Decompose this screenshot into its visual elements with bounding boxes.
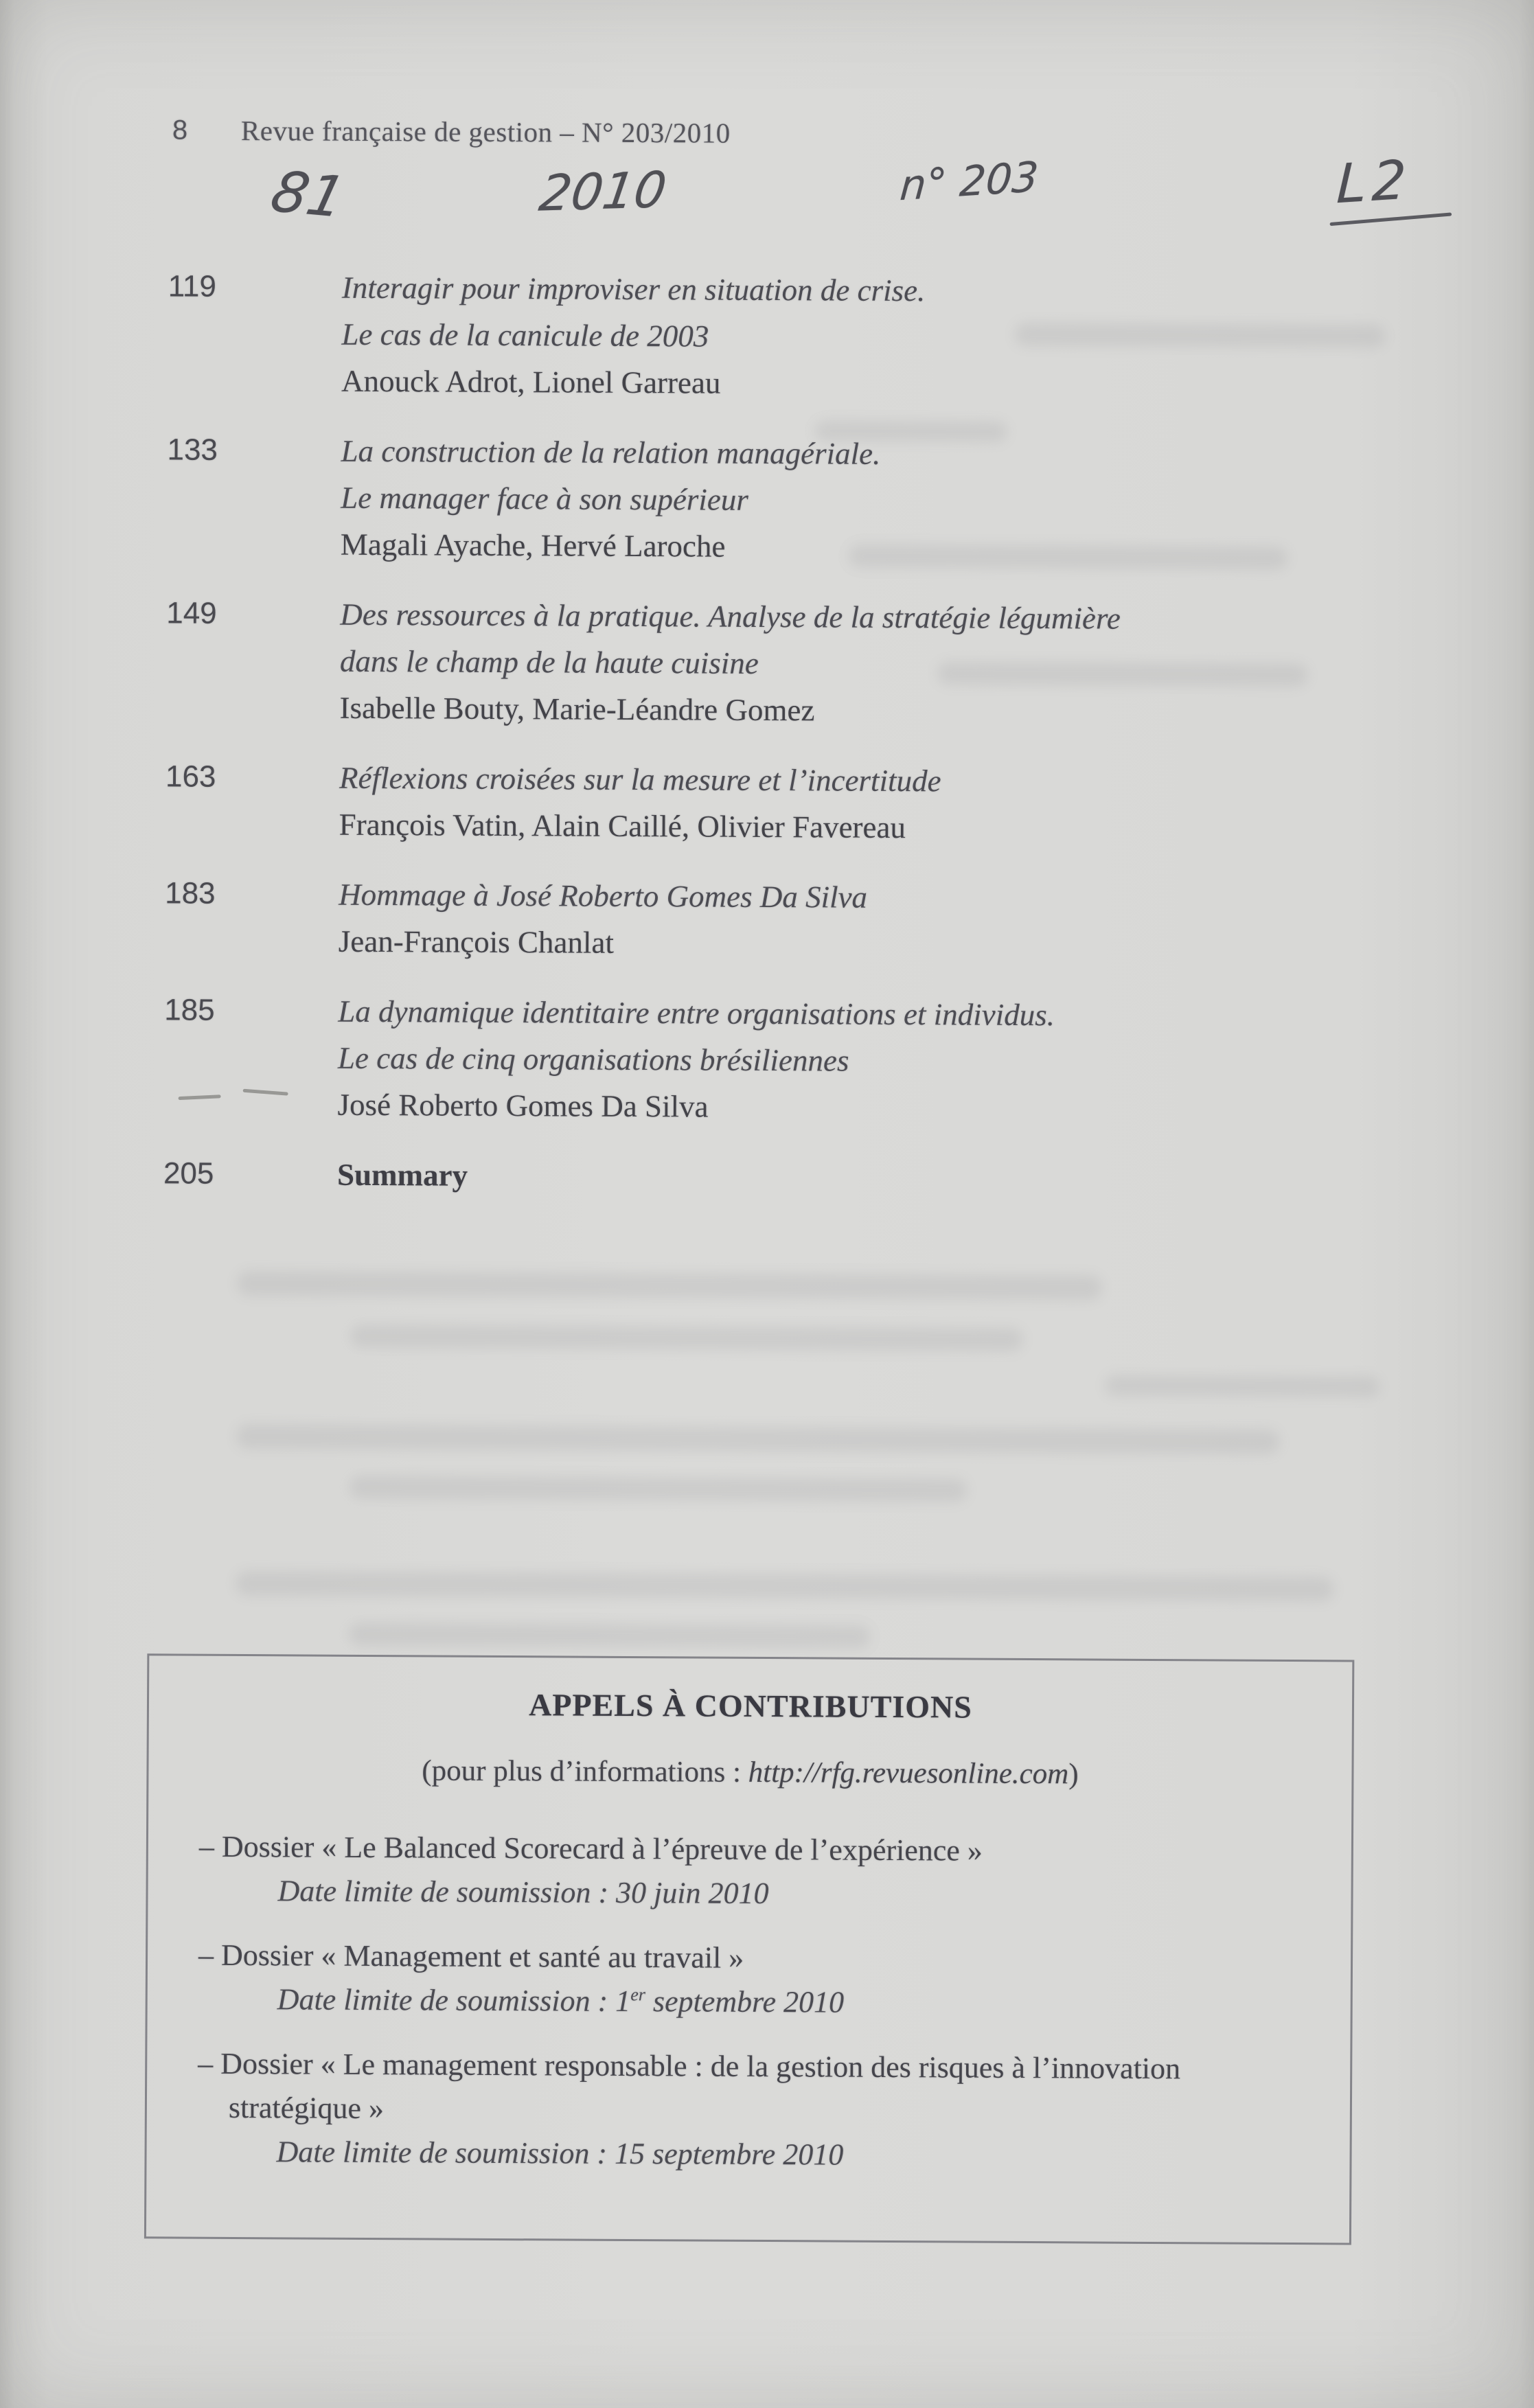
toc-authors: Isabelle Bouty, Marie-Léandre Gomez xyxy=(339,690,815,728)
bleedthrough-artifact xyxy=(815,420,1007,442)
bleedthrough-artifact xyxy=(1105,1375,1380,1397)
dossier-title-continued: stratégique » xyxy=(228,2090,385,2126)
journal-header: Revue française de gestion – N° 203/2010 xyxy=(240,114,731,149)
toc-page-number: 183 xyxy=(165,876,216,910)
toc-title-line: dans le champ de la haute cuisine xyxy=(339,643,759,680)
table-of-contents xyxy=(163,263,1356,1226)
toc-title-line: Réflexions croisées sur la mesure et l’incertitude xyxy=(339,760,941,799)
dossier-title: – Dossier « Le Balanced Scorecard à l’épreuve de l’expérience » xyxy=(198,1829,983,1868)
toc-page-number: 149 xyxy=(166,596,217,630)
toc-title-line: Interagir pour improviser en situation de crise. xyxy=(341,270,926,308)
dossier-deadline: Date limite de soumission : 15 septembre 2010 xyxy=(276,2135,844,2172)
calls-for-contributions-box xyxy=(144,1653,1354,2245)
info-prefix: (pour plus d’informations : xyxy=(422,1754,748,1789)
handwritten-mark-81: 81 xyxy=(264,159,352,231)
dossier-deadline: Date limite de soumission : 1er septembre 2010 xyxy=(277,1982,845,2019)
toc-title-line: Le cas de cinq organisations brésiliennes xyxy=(337,1040,849,1078)
handwritten-mark-l2: L2 xyxy=(1335,148,1413,216)
toc-page-number: 133 xyxy=(167,433,218,467)
toc-authors: Anouck Adrot, Lionel Garreau xyxy=(341,363,721,400)
bleedthrough-artifact xyxy=(236,1571,1334,1601)
handwritten-mark-2010: 2010 xyxy=(536,160,670,222)
dossier-item xyxy=(197,2042,1309,2179)
bleedthrough-artifact xyxy=(849,544,1288,570)
dossier-item xyxy=(198,1825,1310,1918)
toc-title-line: Des ressources à la pratique. Analyse de la stratégie légumière xyxy=(340,597,1121,636)
toc-page-number: 185 xyxy=(164,993,215,1027)
toc-title-line: Summary xyxy=(336,1157,468,1193)
bleedthrough-artifact xyxy=(350,1325,1023,1351)
dossier-deadline: Date limite de soumission : 30 juin 2010 xyxy=(277,1874,769,1911)
bleedthrough-artifact xyxy=(937,661,1308,687)
dossier-item xyxy=(198,1934,1310,2027)
toc-title-line: La dynamique identitaire entre organisations et individus. xyxy=(338,994,1055,1033)
toc-page-number: 205 xyxy=(163,1156,214,1191)
dossier-title: – Dossier « Management et santé au travail » xyxy=(198,1938,744,1975)
toc-title-line: Hommage à José Roberto Gomes Da Silva xyxy=(339,877,868,915)
bleedthrough-artifact xyxy=(236,1424,1280,1454)
bleedthrough-artifact xyxy=(237,1271,1102,1300)
toc-title-line: Le cas de la canicule de 2003 xyxy=(341,317,709,354)
folio-page-number: 8 xyxy=(172,115,188,146)
toc-entry xyxy=(163,987,1352,1133)
callbox-url: http://rfg.revuesonline.com xyxy=(748,1756,1069,1791)
toc-authors: Jean-François Chanlat xyxy=(338,924,615,960)
toc-entry-summary xyxy=(163,1150,1351,1203)
ordinal-superscript: er xyxy=(630,1984,646,2005)
bleedthrough-artifact xyxy=(348,1622,870,1649)
toc-authors: Magali Ayache, Hervé Laroche xyxy=(340,527,726,564)
toc-entry xyxy=(165,753,1354,853)
toc-title-line: La construction de la relation managériale. xyxy=(341,433,881,471)
info-suffix: ) xyxy=(1068,1758,1079,1791)
callbox-title: APPELS À CONTRIBUTIONS xyxy=(529,1687,972,1725)
dossier-list xyxy=(197,1825,1310,2179)
toc-authors: José Roberto Gomes Da Silva xyxy=(337,1087,709,1124)
toc-page-number: 163 xyxy=(165,759,216,794)
bleedthrough-artifact xyxy=(350,1476,968,1502)
handwritten-mark-n203: n° 203 xyxy=(898,152,1040,211)
dossier-title: – Dossier « Le management responsable : de la gestion des risques à l’innovation xyxy=(198,2046,1181,2086)
toc-entry xyxy=(165,870,1353,970)
toc-page-number: 119 xyxy=(168,269,217,303)
callbox-info-line xyxy=(148,1752,1351,1792)
toc-title-line: Le manager face à son supérieur xyxy=(341,480,749,517)
toc-authors: François Vatin, Alain Caillé, Olivier Favereau xyxy=(339,807,906,845)
bleedthrough-artifact xyxy=(1014,323,1385,348)
